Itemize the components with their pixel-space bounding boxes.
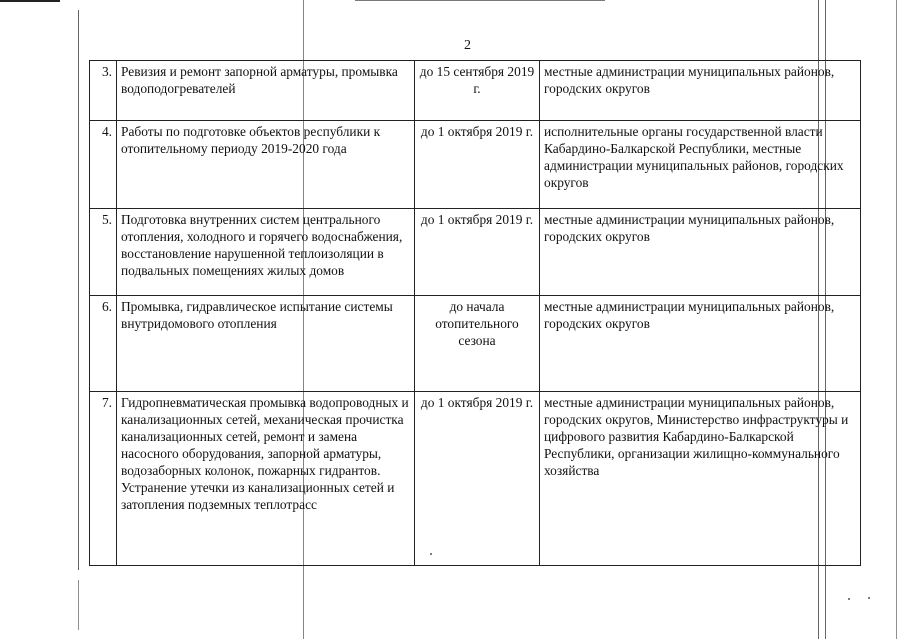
page-number: 2 — [464, 38, 471, 53]
responsible-party: местные администрации муниципальных районов, городских округов, Министерство инфраструктуры и цифрового развития Кабардино-Балкарской Республики, организации жилищно-коммунального хозяйства — [540, 392, 861, 566]
deadline: до 1 октября 2019 г. — [415, 209, 540, 296]
responsible-party: местные администрации муниципальных районов, городских округов — [540, 296, 861, 392]
scan-artifact-left-line-lower — [78, 580, 79, 630]
table-row — [90, 392, 861, 566]
scan-speck — [848, 598, 850, 600]
scan-artifact-top-line — [355, 0, 605, 1]
row-number: 3. — [90, 61, 117, 121]
row-number: 7. — [90, 392, 117, 566]
deadline: до 15 сентября 2019 г. — [415, 61, 540, 121]
deadline: до 1 октября 2019 г. — [415, 121, 540, 209]
measures-table — [89, 60, 861, 566]
responsible-party: местные администрации муниципальных районов, городских округов — [540, 61, 861, 121]
deadline: до 1 октября 2019 г. — [415, 392, 540, 566]
deadline: до начала отопительного сезона — [415, 296, 540, 392]
scan-artifact-left-line — [78, 10, 79, 570]
work-description: Гидропневматическая промывка водопроводных и канализационных сетей, механическая прочистка канализационных сетей, ремонт и замена насосного оборудования, запорной арматуры, водозаборных колонок, пожарных гидрантов. Устранение утечки из канализационных сетей и затопления подземных теплотрасс — [117, 392, 415, 566]
scan-artifact-right-line-3 — [896, 0, 897, 639]
work-description: Промывка, гидравлическое испытание системы внутридомового отопления — [117, 296, 415, 392]
row-number: 5. — [90, 209, 117, 296]
table-row — [90, 61, 861, 121]
table-row — [90, 296, 861, 392]
row-number: 6. — [90, 296, 117, 392]
work-description: Работы по подготовке объектов республики к отопительному периоду 2019-2020 года — [117, 121, 415, 209]
table-row — [90, 121, 861, 209]
scan-artifact-top-bar — [0, 0, 60, 2]
responsible-party: местные администрации муниципальных районов, городских округов — [540, 209, 861, 296]
work-description: Ревизия и ремонт запорной арматуры, промывка водоподогревателей — [117, 61, 415, 121]
work-description: Подготовка внутренних систем центрального отопления, холодного и горячего водоснабжения, восстановление нарушенной теплоизоляции в подвальных помещениях жилых домов — [117, 209, 415, 296]
scan-speck — [868, 597, 870, 599]
responsible-party: исполнительные органы государственной власти Кабардино-Балкарской Республики, местные администрации муниципальных районов, городских округов — [540, 121, 861, 209]
row-number: 4. — [90, 121, 117, 209]
table-row — [90, 209, 861, 296]
